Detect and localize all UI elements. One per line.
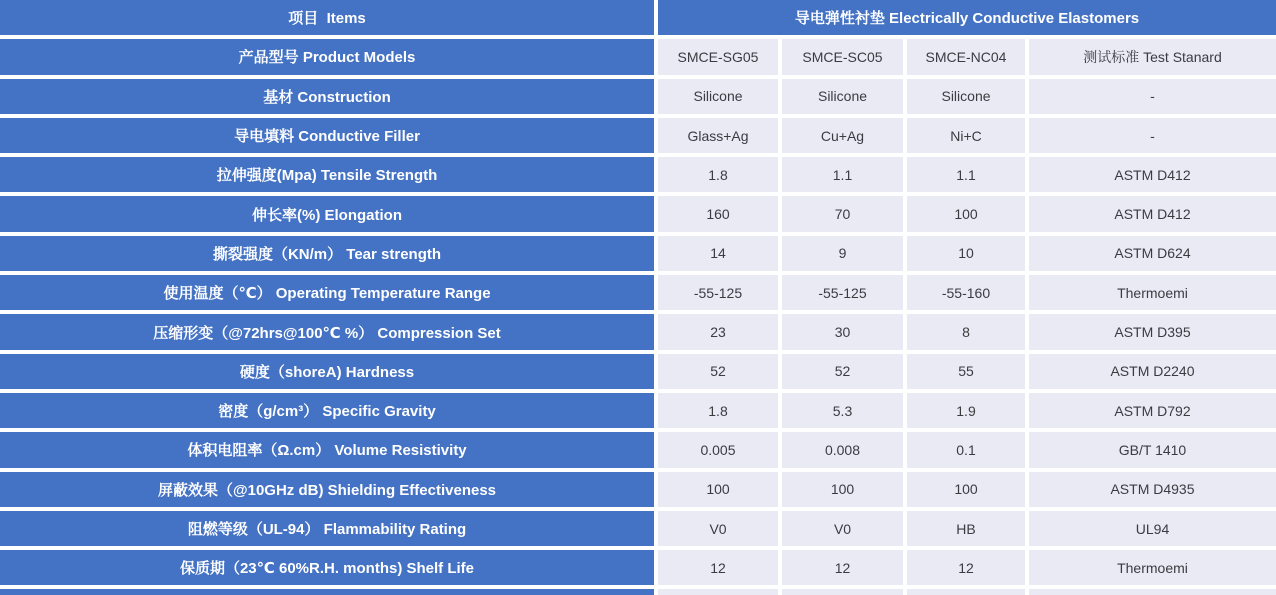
cell-value: 52	[658, 354, 778, 389]
cell-value: -55-160	[907, 275, 1025, 310]
table-row	[0, 354, 1276, 389]
cell-standard: Thermoemi	[1029, 275, 1276, 310]
cell-value: 12	[782, 550, 903, 585]
cell-value: 100	[658, 472, 778, 507]
table-row	[0, 550, 1276, 585]
table-row	[0, 196, 1276, 231]
partial-row	[0, 589, 1276, 595]
cell-value: 30	[782, 314, 903, 349]
table-header-row	[0, 0, 1276, 35]
table-row	[0, 314, 1276, 349]
cell-standard: -	[1029, 118, 1276, 153]
cell-value: Silicone	[782, 79, 903, 114]
row-label: 压缩形变（@72hrs@100℃ %） Compression Set	[0, 314, 654, 349]
header-group-cell: 导电弹性衬垫 Electrically Conductive Elastomers	[658, 0, 1276, 35]
cell-value: 55	[907, 354, 1025, 389]
cell-value: Silicone	[907, 79, 1025, 114]
cell-value: 10	[907, 236, 1025, 271]
cell-value: 1.8	[658, 393, 778, 428]
cell-standard: ASTM D624	[1029, 236, 1276, 271]
table-row	[0, 39, 1276, 74]
header-items-cell: 项目 Items	[0, 0, 654, 35]
partial-label-cell	[0, 589, 654, 595]
table-row	[0, 157, 1276, 192]
cell-value: -55-125	[658, 275, 778, 310]
cell-value: Silicone	[658, 79, 778, 114]
cell-standard: ASTM D412	[1029, 196, 1276, 231]
table-row	[0, 118, 1276, 153]
cell-value: 70	[782, 196, 903, 231]
cell-value: 1.8	[658, 157, 778, 192]
cell-value: HB	[907, 511, 1025, 546]
cell-value: 12	[658, 550, 778, 585]
table-row	[0, 511, 1276, 546]
cell-value: 5.3	[782, 393, 903, 428]
partial-value-cell	[907, 589, 1025, 595]
row-label: 伸长率(%) Elongation	[0, 196, 654, 231]
table-row	[0, 472, 1276, 507]
cell-value: V0	[658, 511, 778, 546]
cell-standard: ASTM D2240	[1029, 354, 1276, 389]
cell-standard: ASTM D412	[1029, 157, 1276, 192]
cell-value: V0	[782, 511, 903, 546]
cell-value: Cu+Ag	[782, 118, 903, 153]
cell-value: 100	[782, 472, 903, 507]
row-label: 硬度（shoreA) Hardness	[0, 354, 654, 389]
row-label: 撕裂强度（KN/m） Tear strength	[0, 236, 654, 271]
cell-value: 9	[782, 236, 903, 271]
partial-value-cell	[658, 589, 778, 595]
cell-value: 12	[907, 550, 1025, 585]
cell-value: 1.1	[782, 157, 903, 192]
row-label: 产品型号 Product Models	[0, 39, 654, 74]
table-row	[0, 432, 1276, 467]
partial-value-cell	[782, 589, 903, 595]
cell-value: 14	[658, 236, 778, 271]
row-label: 密度（g/cm³） Specific Gravity	[0, 393, 654, 428]
cell-value: -55-125	[782, 275, 903, 310]
row-label: 使用温度（℃） Operating Temperature Range	[0, 275, 654, 310]
table-row	[0, 393, 1276, 428]
cell-value: 52	[782, 354, 903, 389]
row-label: 保质期（23℃ 60%R.H. months) Shelf Life	[0, 550, 654, 585]
row-label: 阻燃等级（UL-94） Flammability Rating	[0, 511, 654, 546]
cell-value: 160	[658, 196, 778, 231]
cell-standard: Thermoemi	[1029, 550, 1276, 585]
cell-value: 0.005	[658, 432, 778, 467]
cell-standard: 测试标准 Test Stanard	[1029, 39, 1276, 74]
cell-standard: ASTM D792	[1029, 393, 1276, 428]
cell-value: 1.9	[907, 393, 1025, 428]
cell-standard: -	[1029, 79, 1276, 114]
cell-value: 8	[907, 314, 1025, 349]
row-label: 导电填料 Conductive Filler	[0, 118, 654, 153]
cell-standard: ASTM D4935	[1029, 472, 1276, 507]
row-label: 屏蔽效果（@10GHz dB) Shielding Effectiveness	[0, 472, 654, 507]
cell-value: SMCE-NC04	[907, 39, 1025, 74]
table-row	[0, 236, 1276, 271]
row-label: 体积电阻率（Ω.cm） Volume Resistivity	[0, 432, 654, 467]
cell-value: 100	[907, 472, 1025, 507]
cell-value: 0.008	[782, 432, 903, 467]
cell-value: Ni+C	[907, 118, 1025, 153]
cell-value: Glass+Ag	[658, 118, 778, 153]
cell-value: 23	[658, 314, 778, 349]
partial-value-cell	[1029, 589, 1276, 595]
cell-value: 1.1	[907, 157, 1025, 192]
row-label: 基材 Construction	[0, 79, 654, 114]
cell-value: SMCE-SG05	[658, 39, 778, 74]
cell-value: 100	[907, 196, 1025, 231]
cell-standard: ASTM D395	[1029, 314, 1276, 349]
table-row	[0, 79, 1276, 114]
cell-value: 0.1	[907, 432, 1025, 467]
cell-value: SMCE-SC05	[782, 39, 903, 74]
cell-standard: UL94	[1029, 511, 1276, 546]
row-label: 拉伸强度(Mpa) Tensile Strength	[0, 157, 654, 192]
cell-standard: GB/T 1410	[1029, 432, 1276, 467]
table-row	[0, 275, 1276, 310]
